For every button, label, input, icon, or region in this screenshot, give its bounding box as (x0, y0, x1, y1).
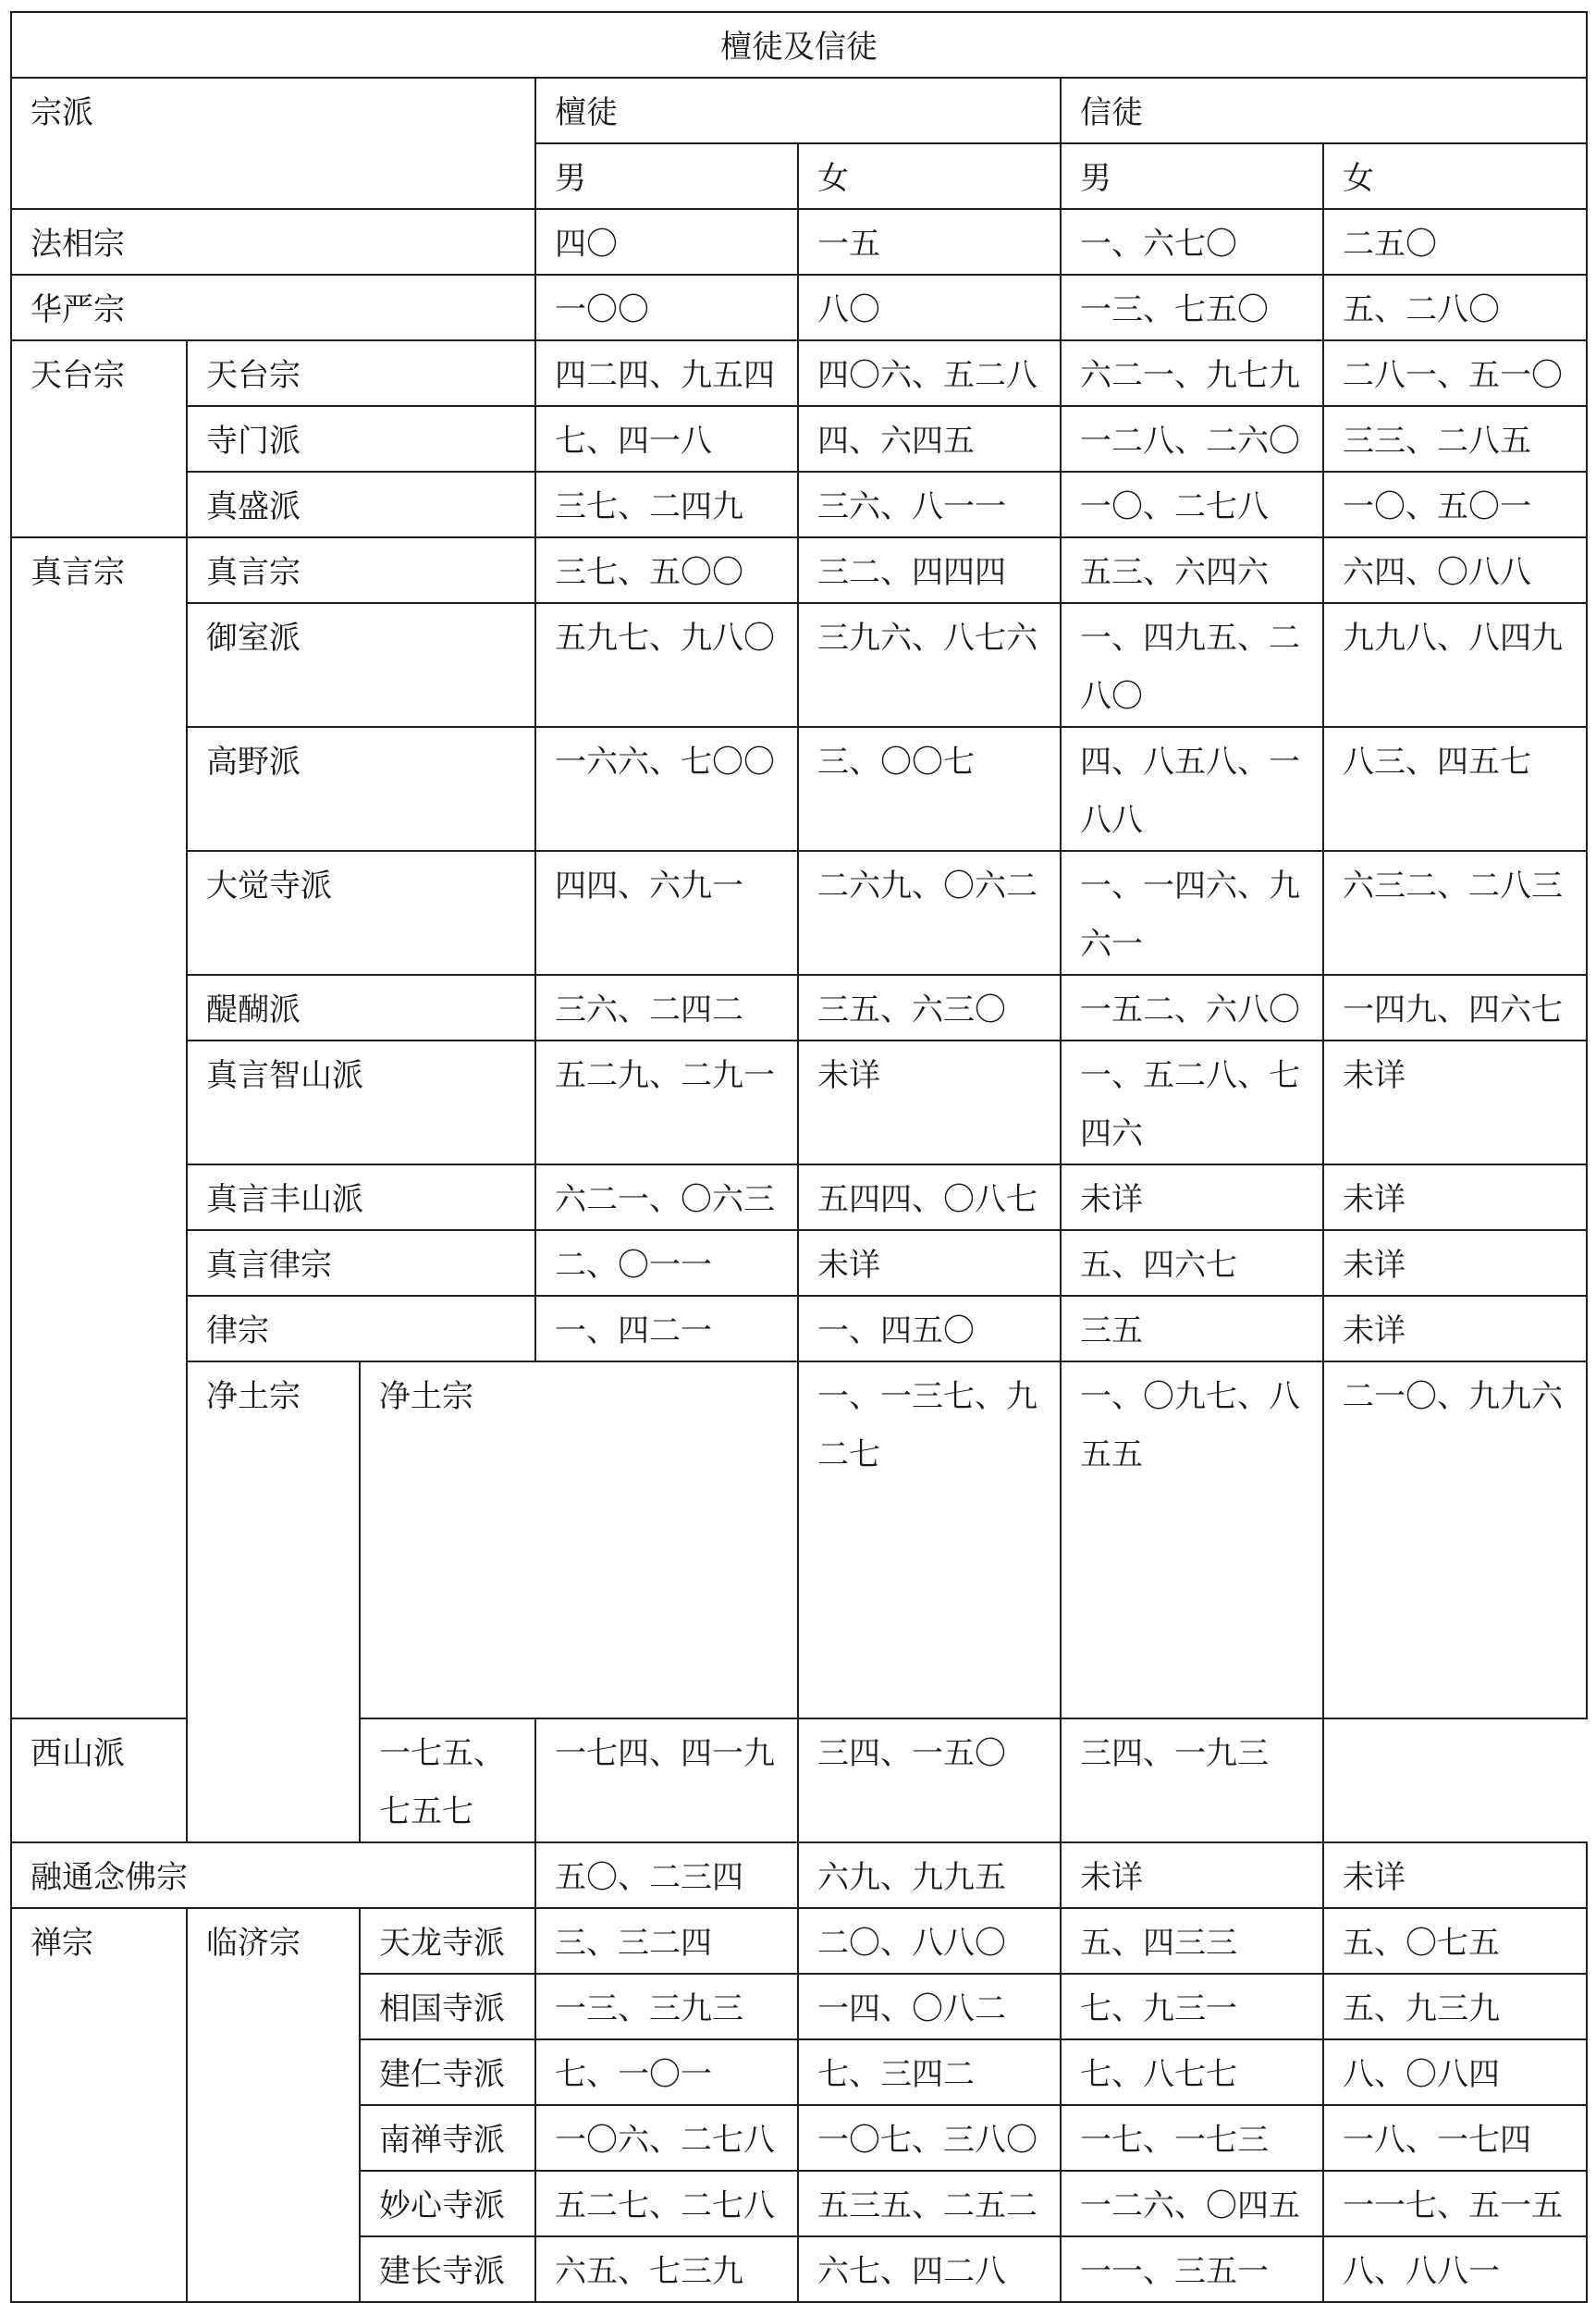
header-shinto-female: 女 (1323, 143, 1587, 209)
table-row (11, 727, 1587, 851)
danto-female-cell: 一、四五〇 (798, 1296, 1061, 1361)
shinto-male-cell: 一、四九五、二八〇 (1061, 603, 1323, 727)
branch-name: 妙心寺派 (360, 2171, 535, 2236)
danto-female-cell: 未详 (798, 1041, 1061, 1164)
shinto-female-cell: 九九八、八四九 (1323, 603, 1587, 727)
table-row (11, 472, 1587, 537)
header-danto: 檀徒 (535, 78, 1061, 143)
sect-group-name: 天台宗 (11, 340, 187, 537)
danto-female-cell: 三六、八一一 (798, 472, 1061, 537)
danto-male-cell: 三六、二四二 (535, 975, 798, 1041)
shinto-female-cell: 八、〇八四 (1323, 2039, 1587, 2105)
danto-female-cell: 未详 (798, 1230, 1061, 1296)
danto-male-cell: 一三、三九三 (535, 1974, 798, 2039)
shinto-male-cell: 一五二、六八〇 (1061, 975, 1323, 1041)
sect-name: 融通念佛宗 (11, 1842, 535, 1908)
shinto-female-cell: 未详 (1323, 1041, 1587, 1164)
shinto-female-cell: 六四、〇八八 (1323, 537, 1587, 603)
danto-female-cell: 三五、六三〇 (798, 975, 1061, 1041)
branch-name: 寺门派 (187, 406, 535, 472)
danto-male-cell: 一〇六、二七八 (535, 2105, 798, 2171)
shinto-female-cell: 二五〇 (1323, 209, 1587, 275)
believers-table (10, 11, 1588, 2303)
shinto-female-cell: 六三二、二八三 (1323, 851, 1587, 975)
table-row (11, 603, 1587, 727)
table-row (11, 209, 1587, 275)
shinto-male-cell: 三五 (1061, 1296, 1323, 1361)
shinto-male-cell: 五三、六四六 (1061, 537, 1323, 603)
shinto-male-cell: 一一、三五一 (1061, 2236, 1323, 2302)
shinto-female-cell: 五、九三九 (1323, 1974, 1587, 2039)
branch-name: 真言律宗 (187, 1230, 535, 1296)
danto-female-cell: 八〇 (798, 275, 1061, 340)
shinto-male-cell: 一三、七五〇 (1061, 275, 1323, 340)
table-row (11, 1842, 1587, 1908)
shinto-female-cell: 一八、一七四 (1323, 2105, 1587, 2171)
table-row (11, 406, 1587, 472)
branch-name: 醍醐派 (187, 975, 535, 1041)
table-row (11, 340, 1587, 406)
shinto-male-cell: 一、六七〇 (1061, 209, 1323, 275)
shinto-male-cell: 未详 (1061, 1842, 1323, 1908)
table-row (11, 1230, 1587, 1296)
danto-male-cell: 四〇 (535, 209, 798, 275)
danto-male-cell: 五二七、二七八 (535, 2171, 798, 2236)
header-danto-female: 女 (798, 143, 1061, 209)
header-danto-male: 男 (535, 143, 798, 209)
shinto-male-cell: 四、八五八、一八八 (1061, 727, 1323, 851)
branch-name: 相国寺派 (360, 1974, 535, 2039)
shinto-female-cell: 未详 (1323, 1296, 1587, 1361)
shinto-female-cell: 一四九、四六七 (1323, 975, 1587, 1041)
danto-female-cell: 三二、四四四 (798, 537, 1061, 603)
shinto-male-cell: 六二一、九七九 (1061, 340, 1323, 406)
branch-name: 真言宗 (187, 537, 535, 603)
shinto-male-cell: 未详 (1061, 1164, 1323, 1230)
danto-male-cell: 五九七、九八〇 (535, 603, 798, 727)
shinto-male-cell: 二一〇、九九六 (1323, 1361, 1587, 1718)
danto-male-cell: 四四、六九一 (535, 851, 798, 975)
branch-name: 律宗 (187, 1296, 535, 1361)
danto-female-cell: 五四四、〇八七 (798, 1164, 1061, 1230)
danto-female-cell: 一四、〇八二 (798, 1974, 1061, 2039)
shinto-male-cell: 一、一四六、九六一 (1061, 851, 1323, 975)
header-row-1 (11, 78, 1587, 143)
sect-group-name: 真言宗 (11, 537, 187, 1718)
danto-male-cell: 二、〇一一 (535, 1230, 798, 1296)
danto-male-cell: 一、四二一 (535, 1296, 798, 1361)
danto-male-cell: 七、四一八 (535, 406, 798, 472)
shinto-female-cell: 八、八八一 (1323, 2236, 1587, 2302)
danto-female-cell: 五三五、二五二 (798, 2171, 1061, 2236)
danto-male-cell: 三、三二四 (535, 1908, 798, 1974)
danto-female-cell: 三、〇〇七 (798, 727, 1061, 851)
danto-male-cell: 七、一〇一 (535, 2039, 798, 2105)
danto-female-cell: 六九、九九五 (798, 1842, 1061, 1908)
table-row (11, 275, 1587, 340)
shinto-female-cell: 未详 (1323, 1230, 1587, 1296)
branch-name: 建长寺派 (360, 2236, 535, 2302)
danto-female-cell: 六七、四二八 (798, 2236, 1061, 2302)
table-row (11, 1296, 1587, 1361)
danto-female-cell: 一七四、四一九 (535, 1718, 798, 1842)
sect-group-name: 净土宗 (187, 1361, 360, 1842)
table-row (11, 537, 1587, 603)
shinto-female-cell: 未详 (1323, 1164, 1587, 1230)
shinto-male-cell: 五、四三三 (1061, 1908, 1323, 1974)
title-row (11, 12, 1587, 78)
shinto-male-cell: 一七、一七三 (1061, 2105, 1323, 2171)
shinto-male-cell: 三四、一五〇 (798, 1718, 1061, 1842)
branch-name: 高野派 (187, 727, 535, 851)
shinto-female-cell: 一一七、五一五 (1323, 2171, 1587, 2236)
table-row (11, 1718, 1587, 1842)
shinto-male-cell: 一二六、〇四五 (1061, 2171, 1323, 2236)
table-row (11, 975, 1587, 1041)
sect-name: 法相宗 (11, 209, 535, 275)
shinto-male-cell: 一〇、二七八 (1061, 472, 1323, 537)
branch-name: 天台宗 (187, 340, 535, 406)
danto-female-cell: 二六九、〇六二 (798, 851, 1061, 975)
shinto-female-cell: 三三、二八五 (1323, 406, 1587, 472)
danto-male-cell: 一六六、七〇〇 (535, 727, 798, 851)
danto-male-cell: 五二九、二九一 (535, 1041, 798, 1164)
shinto-female-cell: 一〇、五〇一 (1323, 472, 1587, 537)
shinto-male-cell: 七、九三一 (1061, 1974, 1323, 2039)
danto-female-cell: 一〇七、三八〇 (798, 2105, 1061, 2171)
branch-name: 御室派 (187, 603, 535, 727)
shinto-female-cell: 八三、四五七 (1323, 727, 1587, 851)
shinto-female-cell: 五、〇七五 (1323, 1908, 1587, 1974)
branch-name: 大觉寺派 (187, 851, 535, 975)
subgroup-name: 临济宗 (187, 1908, 360, 2302)
branch-name: 南禅寺派 (360, 2105, 535, 2171)
table-row (11, 1041, 1587, 1164)
branch-name: 西山派 (11, 1718, 360, 1842)
shinto-female-cell: 三四、一九三 (1061, 1718, 1323, 1842)
table-row (11, 1164, 1587, 1230)
danto-male-cell: 三七、五〇〇 (535, 537, 798, 603)
danto-male-cell: 六二一、〇六三 (535, 1164, 798, 1230)
header-sect: 宗派 (11, 78, 535, 209)
danto-male-cell: 一〇〇 (535, 275, 798, 340)
branch-name: 真盛派 (187, 472, 535, 537)
danto-female-cell: 七、三四二 (798, 2039, 1061, 2105)
branch-name: 真言丰山派 (187, 1164, 535, 1230)
danto-female-cell: 四〇六、五二八 (798, 340, 1061, 406)
header-shinto: 信徒 (1061, 78, 1587, 143)
table-row (11, 1361, 1587, 1718)
branch-name: 净土宗 (360, 1361, 798, 1718)
danto-male-cell: 一七五、七五七 (360, 1718, 535, 1842)
branch-name: 天龙寺派 (360, 1908, 535, 1974)
sect-name: 华严宗 (11, 275, 535, 340)
shinto-male-cell: 一、五二八、七四六 (1061, 1041, 1323, 1164)
danto-male-cell: 六五、七三九 (535, 2236, 798, 2302)
danto-female-cell: 二〇、八八〇 (798, 1908, 1061, 1974)
shinto-female-cell: 未详 (1323, 1842, 1587, 1908)
shinto-male-cell: 五、四六七 (1061, 1230, 1323, 1296)
branch-name: 真言智山派 (187, 1041, 535, 1164)
header-shinto-male: 男 (1061, 143, 1323, 209)
danto-female-cell: 一、〇九七、八五五 (1061, 1361, 1323, 1718)
danto-female-cell: 一五 (798, 209, 1061, 275)
shinto-male-cell: 七、八七七 (1061, 2039, 1323, 2105)
shinto-female-cell: 二八一、五一〇 (1323, 340, 1587, 406)
danto-male-cell: 四二四、九五四 (535, 340, 798, 406)
table-row (11, 851, 1587, 975)
branch-name: 建仁寺派 (360, 2039, 535, 2105)
table-row (11, 1908, 1587, 1974)
danto-male-cell: 一、一三七、九二七 (798, 1361, 1061, 1718)
danto-female-cell: 三九六、八七六 (798, 603, 1061, 727)
shinto-female-cell: 五、二八〇 (1323, 275, 1587, 340)
shinto-male-cell: 一二八、二六〇 (1061, 406, 1323, 472)
table-title: 檀徒及信徒 (11, 12, 1587, 78)
danto-male-cell: 五〇、二三四 (535, 1842, 798, 1908)
sect-group-name: 禅宗 (11, 1908, 187, 2302)
danto-female-cell: 四、六四五 (798, 406, 1061, 472)
danto-male-cell: 三七、二四九 (535, 472, 798, 537)
